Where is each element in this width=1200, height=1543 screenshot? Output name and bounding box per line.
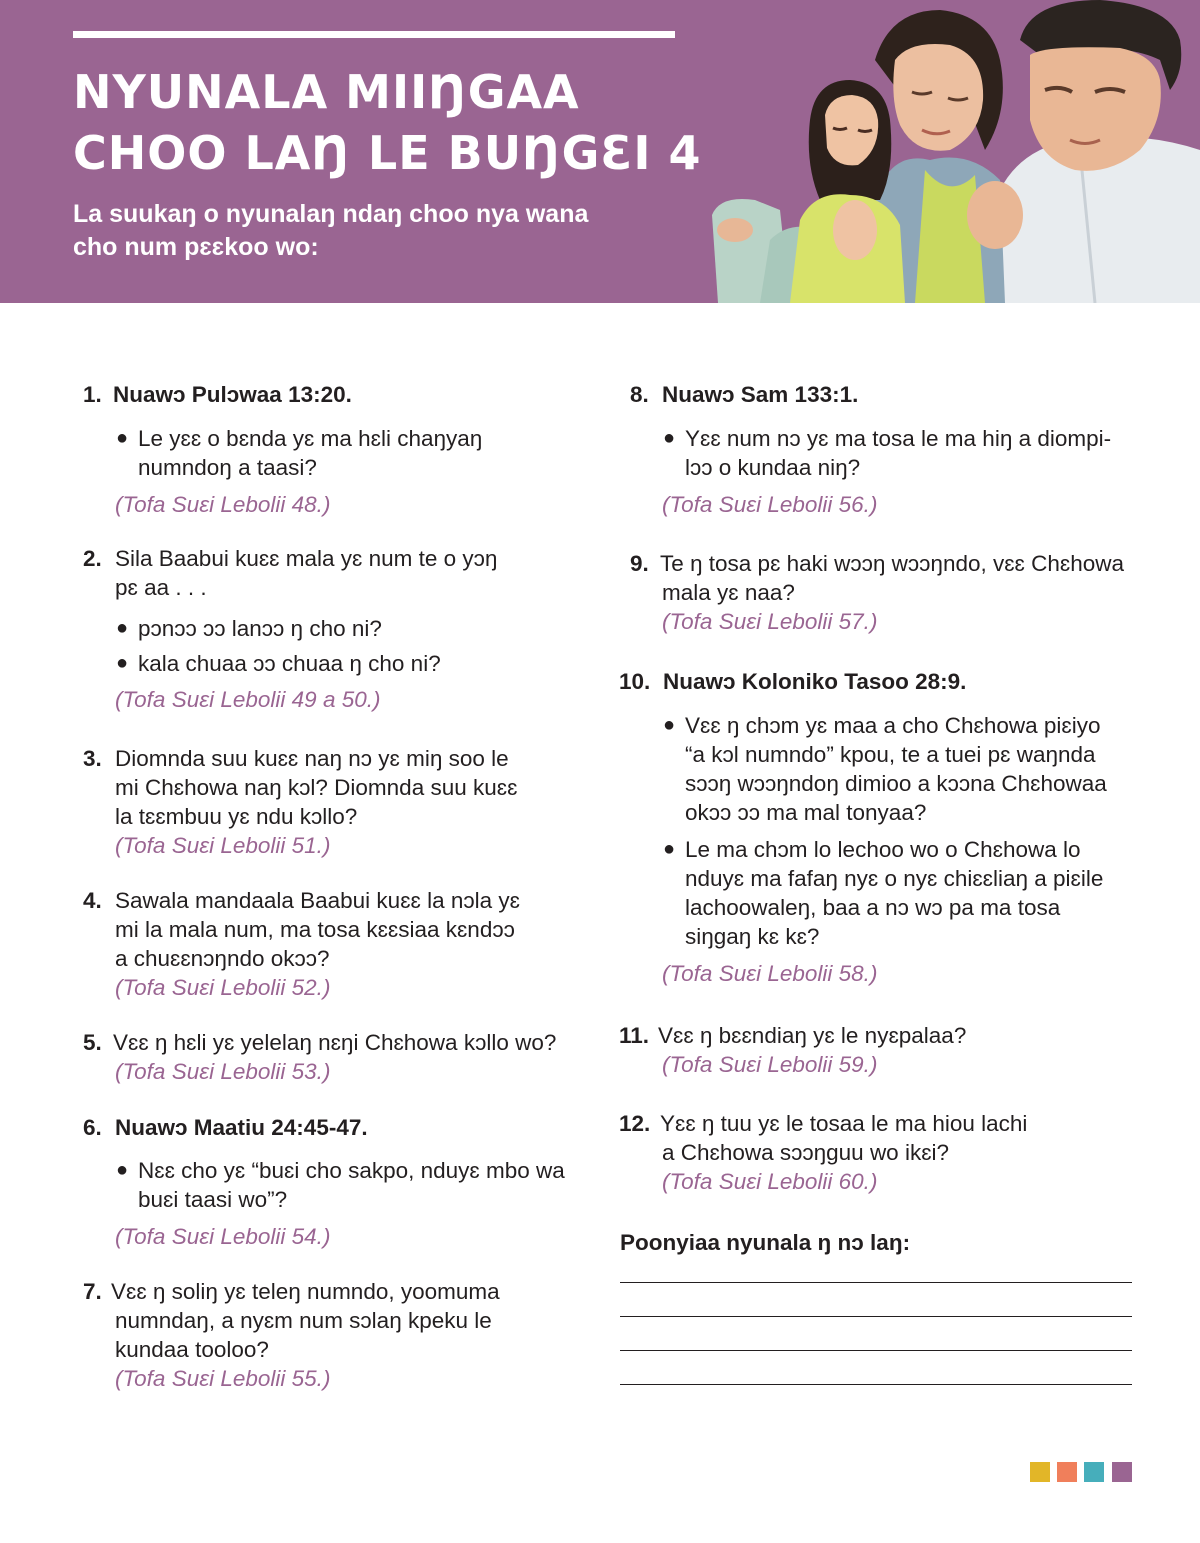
bullet-dot: ●: [116, 1159, 129, 1181]
title-line-1: NYUNALA MIIŊGAA: [73, 65, 580, 119]
subtitle-line-2: cho num pɛɛkoo wo:: [73, 233, 319, 261]
question-text-line: Vɛɛ ŋ hɛli yɛ yelelaŋ nɛŋi Chɛhowa kɔllo wo?: [113, 1030, 557, 1055]
bullet-item-continued: nduyɛ ma fafaŋ nyɛ o nyɛ chiɛɛliaŋ a piɛile: [685, 866, 1104, 891]
question-12: [619, 1109, 1149, 1196]
question-10: [619, 667, 1149, 988]
question-number: 12.: [619, 1111, 651, 1136]
lesson-reference: (Tofa Suɛi Lebolii 59.): [662, 1052, 878, 1077]
question-number: 9.: [630, 551, 649, 576]
question-text-line: Te ŋ tosa pɛ haki wɔɔŋ wɔɔŋndo, vɛɛ Chɛhowa: [660, 551, 1124, 576]
bullet-dot: ●: [116, 427, 129, 449]
lesson-reference: (Tofa Suɛi Lebolii 60.): [662, 1169, 878, 1194]
question-heading: Nuawɔ Maatiu 24:45-47.: [115, 1115, 368, 1140]
question-number: 6.: [83, 1115, 102, 1140]
question-2: [83, 544, 583, 714]
lesson-reference: (Tofa Suɛi Lebolii 56.): [662, 492, 878, 517]
header-rule: [73, 31, 675, 38]
page-subtitle: [73, 198, 693, 264]
question-number: 3.: [83, 746, 102, 771]
bullet-item: ● Vɛɛ ŋ chɔm yɛ maa a cho Chɛhowa piɛiyo: [663, 713, 1101, 738]
question-text-line: pɛ aa . . .: [115, 575, 207, 600]
bullet-item-continued: buɛi taasi wo”?: [138, 1187, 288, 1212]
lesson-reference: (Tofa Suɛi Lebolii 53.): [115, 1059, 331, 1084]
lesson-reference: (Tofa Suɛi Lebolii 57.): [662, 609, 878, 634]
question-number: 10.: [619, 669, 651, 694]
question-text-line: mala yɛ naa?: [662, 580, 795, 605]
question-text-line: Sila Baabui kuɛɛ mala yɛ num te o yɔŋ: [115, 546, 498, 571]
bullet-item: ● Nɛɛ cho yɛ “buɛi cho sakpo, nduyɛ mbo wa: [116, 1158, 565, 1183]
bullet-dot: ●: [116, 652, 129, 674]
question-number: 8.: [630, 382, 649, 407]
question-number: 4.: [83, 888, 102, 913]
question-text-line: Vɛɛ ŋ soliŋ yɛ teleŋ numndo, yoomuma: [111, 1279, 500, 1304]
bullet-item: ● Yɛɛ num nɔ yɛ ma tosa le ma hiŋ a diompi-: [663, 426, 1112, 451]
question-1: [83, 380, 583, 519]
bullet-item: ● Le ma chɔm lo lechoo wo o Chɛhowa lo: [663, 837, 1081, 862]
bullet-item-continued: numndoŋ a taasi?: [138, 455, 317, 480]
bullet-dot: ●: [663, 838, 676, 860]
question-text-line: Sawala mandaala Baabui kuɛɛ la nɔla yɛ: [115, 888, 520, 913]
notes-line[interactable]: [620, 1384, 1132, 1385]
bullet-item-continued: lachoowaleŋ, baa a nɔ wɔ pa ma tosa: [685, 895, 1061, 920]
question-heading: Nuawɔ Pulɔwaa 13:20.: [113, 382, 352, 407]
question-text-line: la tɛɛmbuu yɛ ndu kɔllo?: [115, 804, 358, 829]
bullet-item-continued: lɔɔ o kundaa niŋ?: [685, 455, 861, 480]
notes-line[interactable]: [620, 1282, 1132, 1283]
bullet-item: ● pɔnɔɔ ɔɔ lanɔɔ ŋ cho ni?: [116, 616, 382, 641]
question-text-line: Yɛɛ ŋ tuu yɛ le tosaa le ma hiou lachi: [660, 1111, 1028, 1136]
family-praying-illustration: [700, 0, 1200, 303]
bullet-dot: ●: [663, 714, 676, 736]
notes-label: Poonyiaa nyunala ŋ nɔ laŋ:: [620, 1230, 911, 1255]
question-number: 2.: [83, 546, 102, 571]
question-number: 7.: [83, 1279, 102, 1304]
bullet-dot: ●: [116, 617, 129, 639]
question-3: [83, 744, 583, 860]
color-swatch-purple: [1112, 1462, 1132, 1482]
lesson-reference: (Tofa Suɛi Lebolii 49 a 50.): [115, 687, 381, 712]
color-swatch-orange: [1057, 1462, 1077, 1482]
bullet-dot: ●: [663, 427, 676, 449]
question-text-line: Vɛɛ ŋ bɛɛndiaŋ yɛ le nyɛpalaa?: [658, 1023, 967, 1048]
question-6: [83, 1113, 583, 1251]
color-swatch-yellow: [1030, 1462, 1050, 1482]
question-heading: Nuawɔ Sam 133:1.: [662, 382, 859, 407]
lesson-reference: (Tofa Suɛi Lebolii 51.): [115, 833, 331, 858]
bullet-item: ● kala chuaa ɔɔ chuaa ŋ cho ni?: [116, 651, 441, 676]
lesson-reference: (Tofa Suɛi Lebolii 55.): [115, 1366, 331, 1391]
lesson-reference: (Tofa Suɛi Lebolii 48.): [115, 492, 331, 517]
subtitle-line-1: La suukaŋ o nyunalaŋ ndaŋ choo nya wana: [73, 200, 589, 228]
question-4: [83, 886, 583, 1002]
bullet-item-continued: siŋgaŋ kɛ kɛ?: [685, 924, 820, 949]
notes-line[interactable]: [620, 1316, 1132, 1317]
question-11: [619, 1021, 1149, 1079]
lesson-reference: (Tofa Suɛi Lebolii 58.): [662, 961, 878, 986]
question-text-line: a chuɛɛnɔŋndo okɔɔ?: [115, 946, 330, 971]
question-number: 1.: [83, 382, 102, 407]
question-text-line: a Chɛhowa sɔɔŋguu wo ikɛi?: [662, 1140, 950, 1165]
bullet-item: ● Le yɛɛ o bɛnda yɛ ma hɛli chaŋyaŋ: [116, 426, 483, 451]
question-text-line: kundaa tooloo?: [115, 1337, 269, 1362]
lesson-reference: (Tofa Suɛi Lebolii 52.): [115, 975, 331, 1000]
lesson-reference: (Tofa Suɛi Lebolii 54.): [115, 1224, 331, 1249]
question-text-line: numndaŋ, a nyɛm num sɔlaŋ kpeku le: [115, 1308, 492, 1333]
question-text-line: mi la mala num, ma tosa kɛɛsiaa kɛndɔɔ: [115, 917, 515, 942]
question-5: [83, 1028, 583, 1086]
question-number: 11.: [619, 1023, 650, 1048]
bullet-item-continued: sɔɔŋ wɔɔŋndoŋ dimioo a kɔɔna Chɛhowaa: [685, 771, 1107, 796]
question-text-line: mi Chɛhowa naŋ kɔl? Diomnda suu kuɛɛ: [115, 775, 518, 800]
question-8: [630, 380, 1150, 519]
page-title: [73, 62, 773, 184]
bullet-item-continued: okɔɔ ɔɔ ma mal tonyaa?: [685, 800, 927, 825]
question-text-line: Diomnda suu kuɛɛ naŋ nɔ yɛ miŋ soo le: [115, 746, 509, 771]
question-7: [83, 1277, 583, 1393]
notes-line[interactable]: [620, 1350, 1132, 1351]
question-heading: Nuawɔ Koloniko Tasoo 28:9.: [663, 669, 967, 694]
header-banner: [0, 0, 1200, 303]
question-number: 5.: [83, 1030, 102, 1055]
color-swatch-teal: [1084, 1462, 1104, 1482]
title-line-2: CHOO LAŊ LE BUŊGƐI 4: [73, 126, 702, 180]
question-9: [630, 549, 1150, 636]
bullet-item-continued: “a kɔl numndo” kpou, te a tuei pɛ waŋnda: [685, 742, 1096, 767]
